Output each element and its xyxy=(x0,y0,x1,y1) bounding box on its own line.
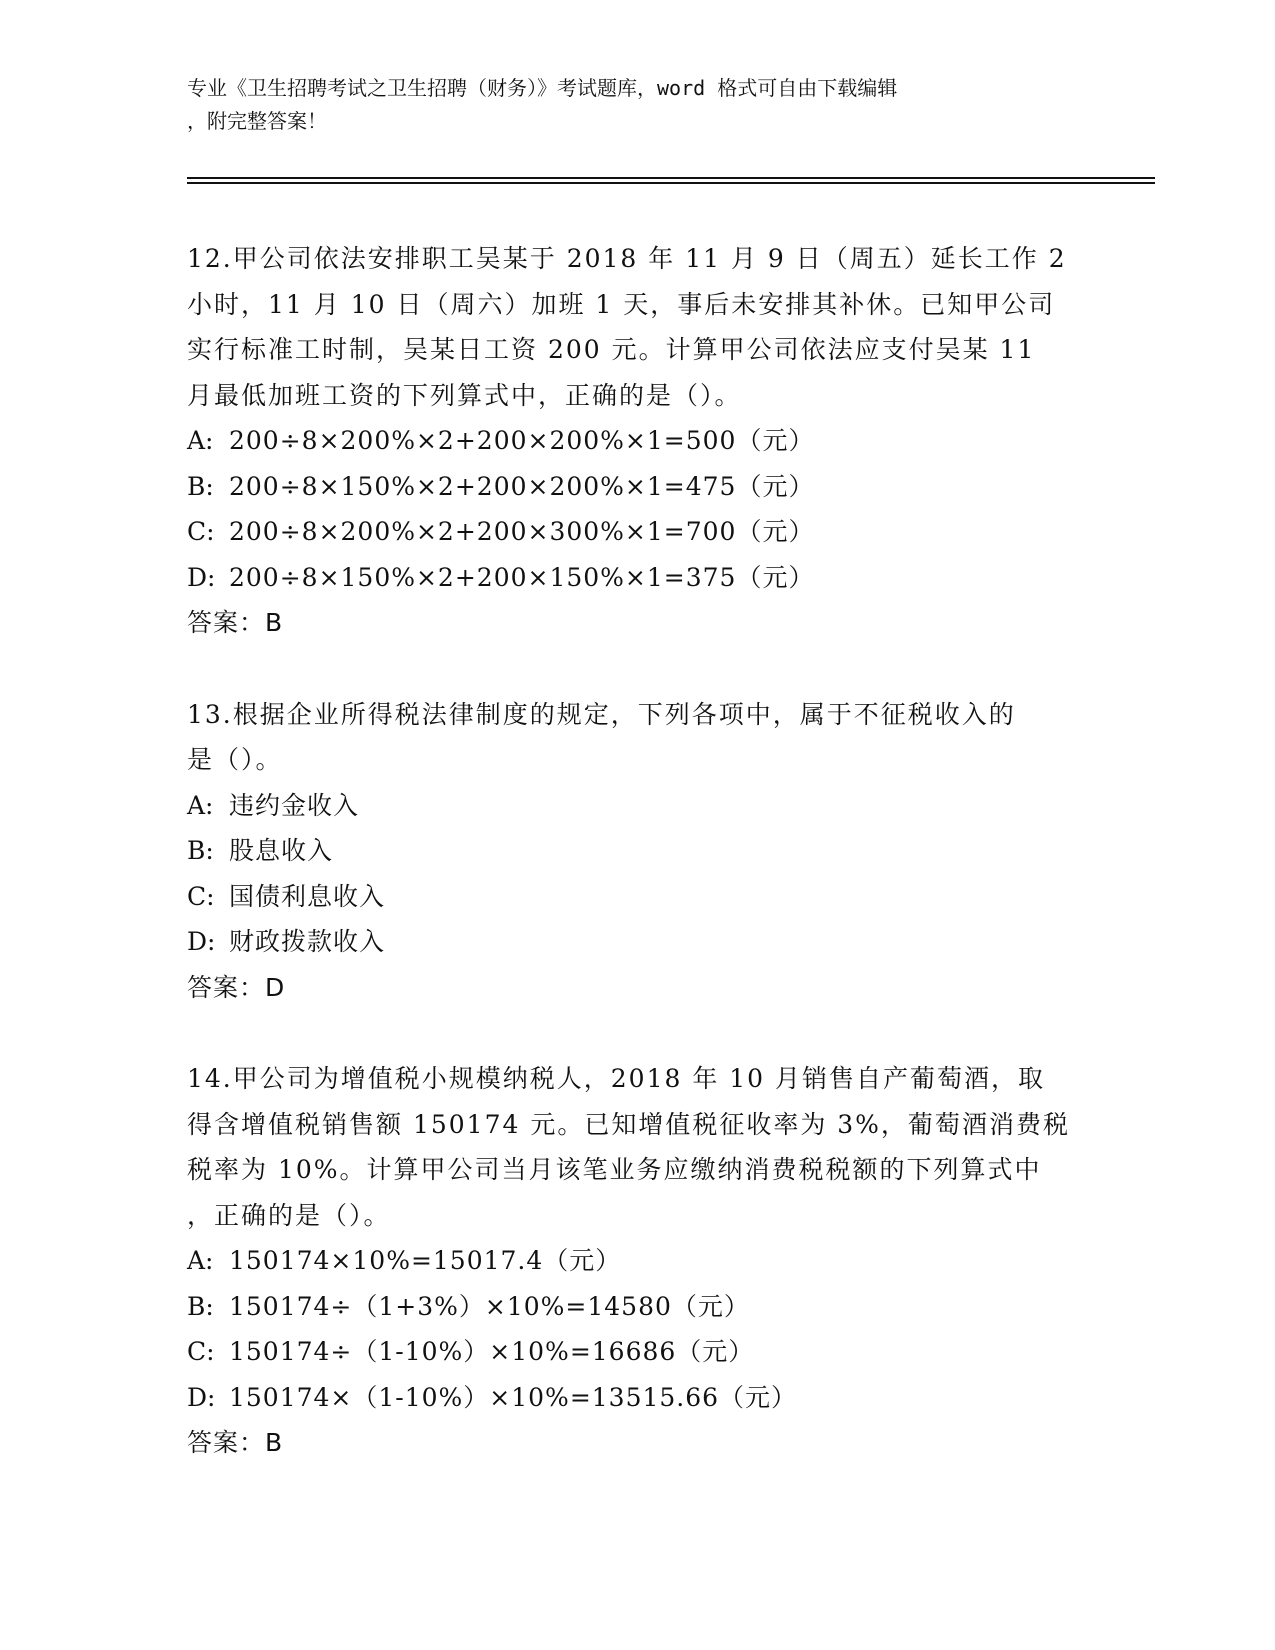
question-12-option-d xyxy=(187,555,1087,601)
question-12-line-1: 12.甲公司依法安排职工吴某于 2018 年 11 月 9 日（周五）延长工作 2 xyxy=(187,244,1067,273)
question-14-answer: 答案：B xyxy=(187,1428,284,1457)
question-12-option-b xyxy=(187,464,1087,510)
question-12-line-2: 小时，11 月 10 日（周六）加班 1 天，事后未安排其补休。已知甲公司 xyxy=(187,289,1056,319)
question-12-option-c xyxy=(187,509,1087,555)
header-divider-bottom xyxy=(187,182,1155,184)
option-letter: A: xyxy=(187,426,214,455)
question-12-option-a xyxy=(187,418,1087,464)
option-letter: A: xyxy=(187,790,214,820)
option-letter: C: xyxy=(187,1337,215,1366)
option-text: 股息收入 xyxy=(229,836,334,865)
header-line-2: ，附完整答案！ xyxy=(187,109,327,133)
option-letter: D: xyxy=(187,562,216,592)
question-13-option-c xyxy=(187,874,1087,920)
question-12-line-4: 月最低加班工资的下列算式中，正确的是（）。 xyxy=(187,380,742,410)
question-14 xyxy=(187,1056,1087,1466)
question-14-option-d xyxy=(187,1375,1087,1421)
question-14-option-c xyxy=(187,1329,1087,1375)
option-letter: B: xyxy=(187,471,214,501)
question-12 xyxy=(187,236,1087,646)
option-text: 国债利息收入 xyxy=(229,881,386,911)
question-list xyxy=(187,236,1087,1512)
question-13 xyxy=(187,692,1087,1011)
question-12-answer: 答案：B xyxy=(187,608,284,637)
header-divider-top xyxy=(187,177,1155,179)
option-letter: B: xyxy=(187,1291,214,1321)
option-text: 150174÷（1+3%）×10%=14580（元） xyxy=(229,1291,750,1321)
option-text: 200÷8×200%×2+200×300%×1=700（元） xyxy=(229,517,815,546)
question-12-line-3: 实行标准工时制，吴某日工资 200 元。计算甲公司依法应支付吴某 11 xyxy=(187,335,1036,364)
document-header xyxy=(187,72,1087,138)
option-letter: C: xyxy=(187,881,215,911)
question-14-line-4: ，正确的是（）。 xyxy=(187,1200,391,1230)
option-text: 200÷8×150%×2+200×200%×1=475（元） xyxy=(229,471,815,501)
option-text: 150174×（1-10%）×10%=13515.66（元） xyxy=(229,1382,798,1412)
question-14-option-a xyxy=(187,1238,1087,1284)
question-13-answer: 答案：D xyxy=(187,972,286,1002)
option-text: 150174×10%=15017.4（元） xyxy=(229,1246,622,1275)
question-13-option-a xyxy=(187,783,1087,829)
question-13-line-1: 13.根据企业所得税法律制度的规定，下列各项中，属于不征税收入的 xyxy=(187,699,1016,729)
option-text: 违约金收入 xyxy=(229,790,360,820)
option-letter: A: xyxy=(187,1246,214,1275)
option-letter: D: xyxy=(187,927,216,956)
option-text: 财政拨款收入 xyxy=(229,927,386,956)
header-line-1: 专业《卫生招聘考试之卫生招聘（财务）》考试题库，word 格式可自由下载编辑 xyxy=(187,76,898,100)
option-text: 200÷8×150%×2+200×150%×1=375（元） xyxy=(229,562,815,592)
question-14-line-3: 税率为 10%。计算甲公司当月该笔业务应缴纳消费税税额的下列算式中 xyxy=(187,1155,1042,1184)
question-14-line-2: 得含增值税销售额 150174 元。已知增值税征收率为 3%，葡萄酒消费税 xyxy=(187,1109,1070,1139)
question-14-option-b xyxy=(187,1284,1087,1330)
option-letter: D: xyxy=(187,1382,216,1412)
option-text: 200÷8×200%×2+200×200%×1=500（元） xyxy=(229,426,815,455)
option-letter: B: xyxy=(187,836,214,865)
option-text: 150174÷（1-10%）×10%=16686（元） xyxy=(229,1337,755,1366)
option-letter: C: xyxy=(187,517,215,546)
question-13-line-2: 是（）。 xyxy=(187,745,283,774)
question-13-option-b xyxy=(187,828,1087,874)
question-14-line-1: 14.甲公司为增值税小规模纳税人，2018 年 10 月销售自产葡萄酒，取 xyxy=(187,1064,1046,1093)
question-13-option-d xyxy=(187,919,1087,965)
